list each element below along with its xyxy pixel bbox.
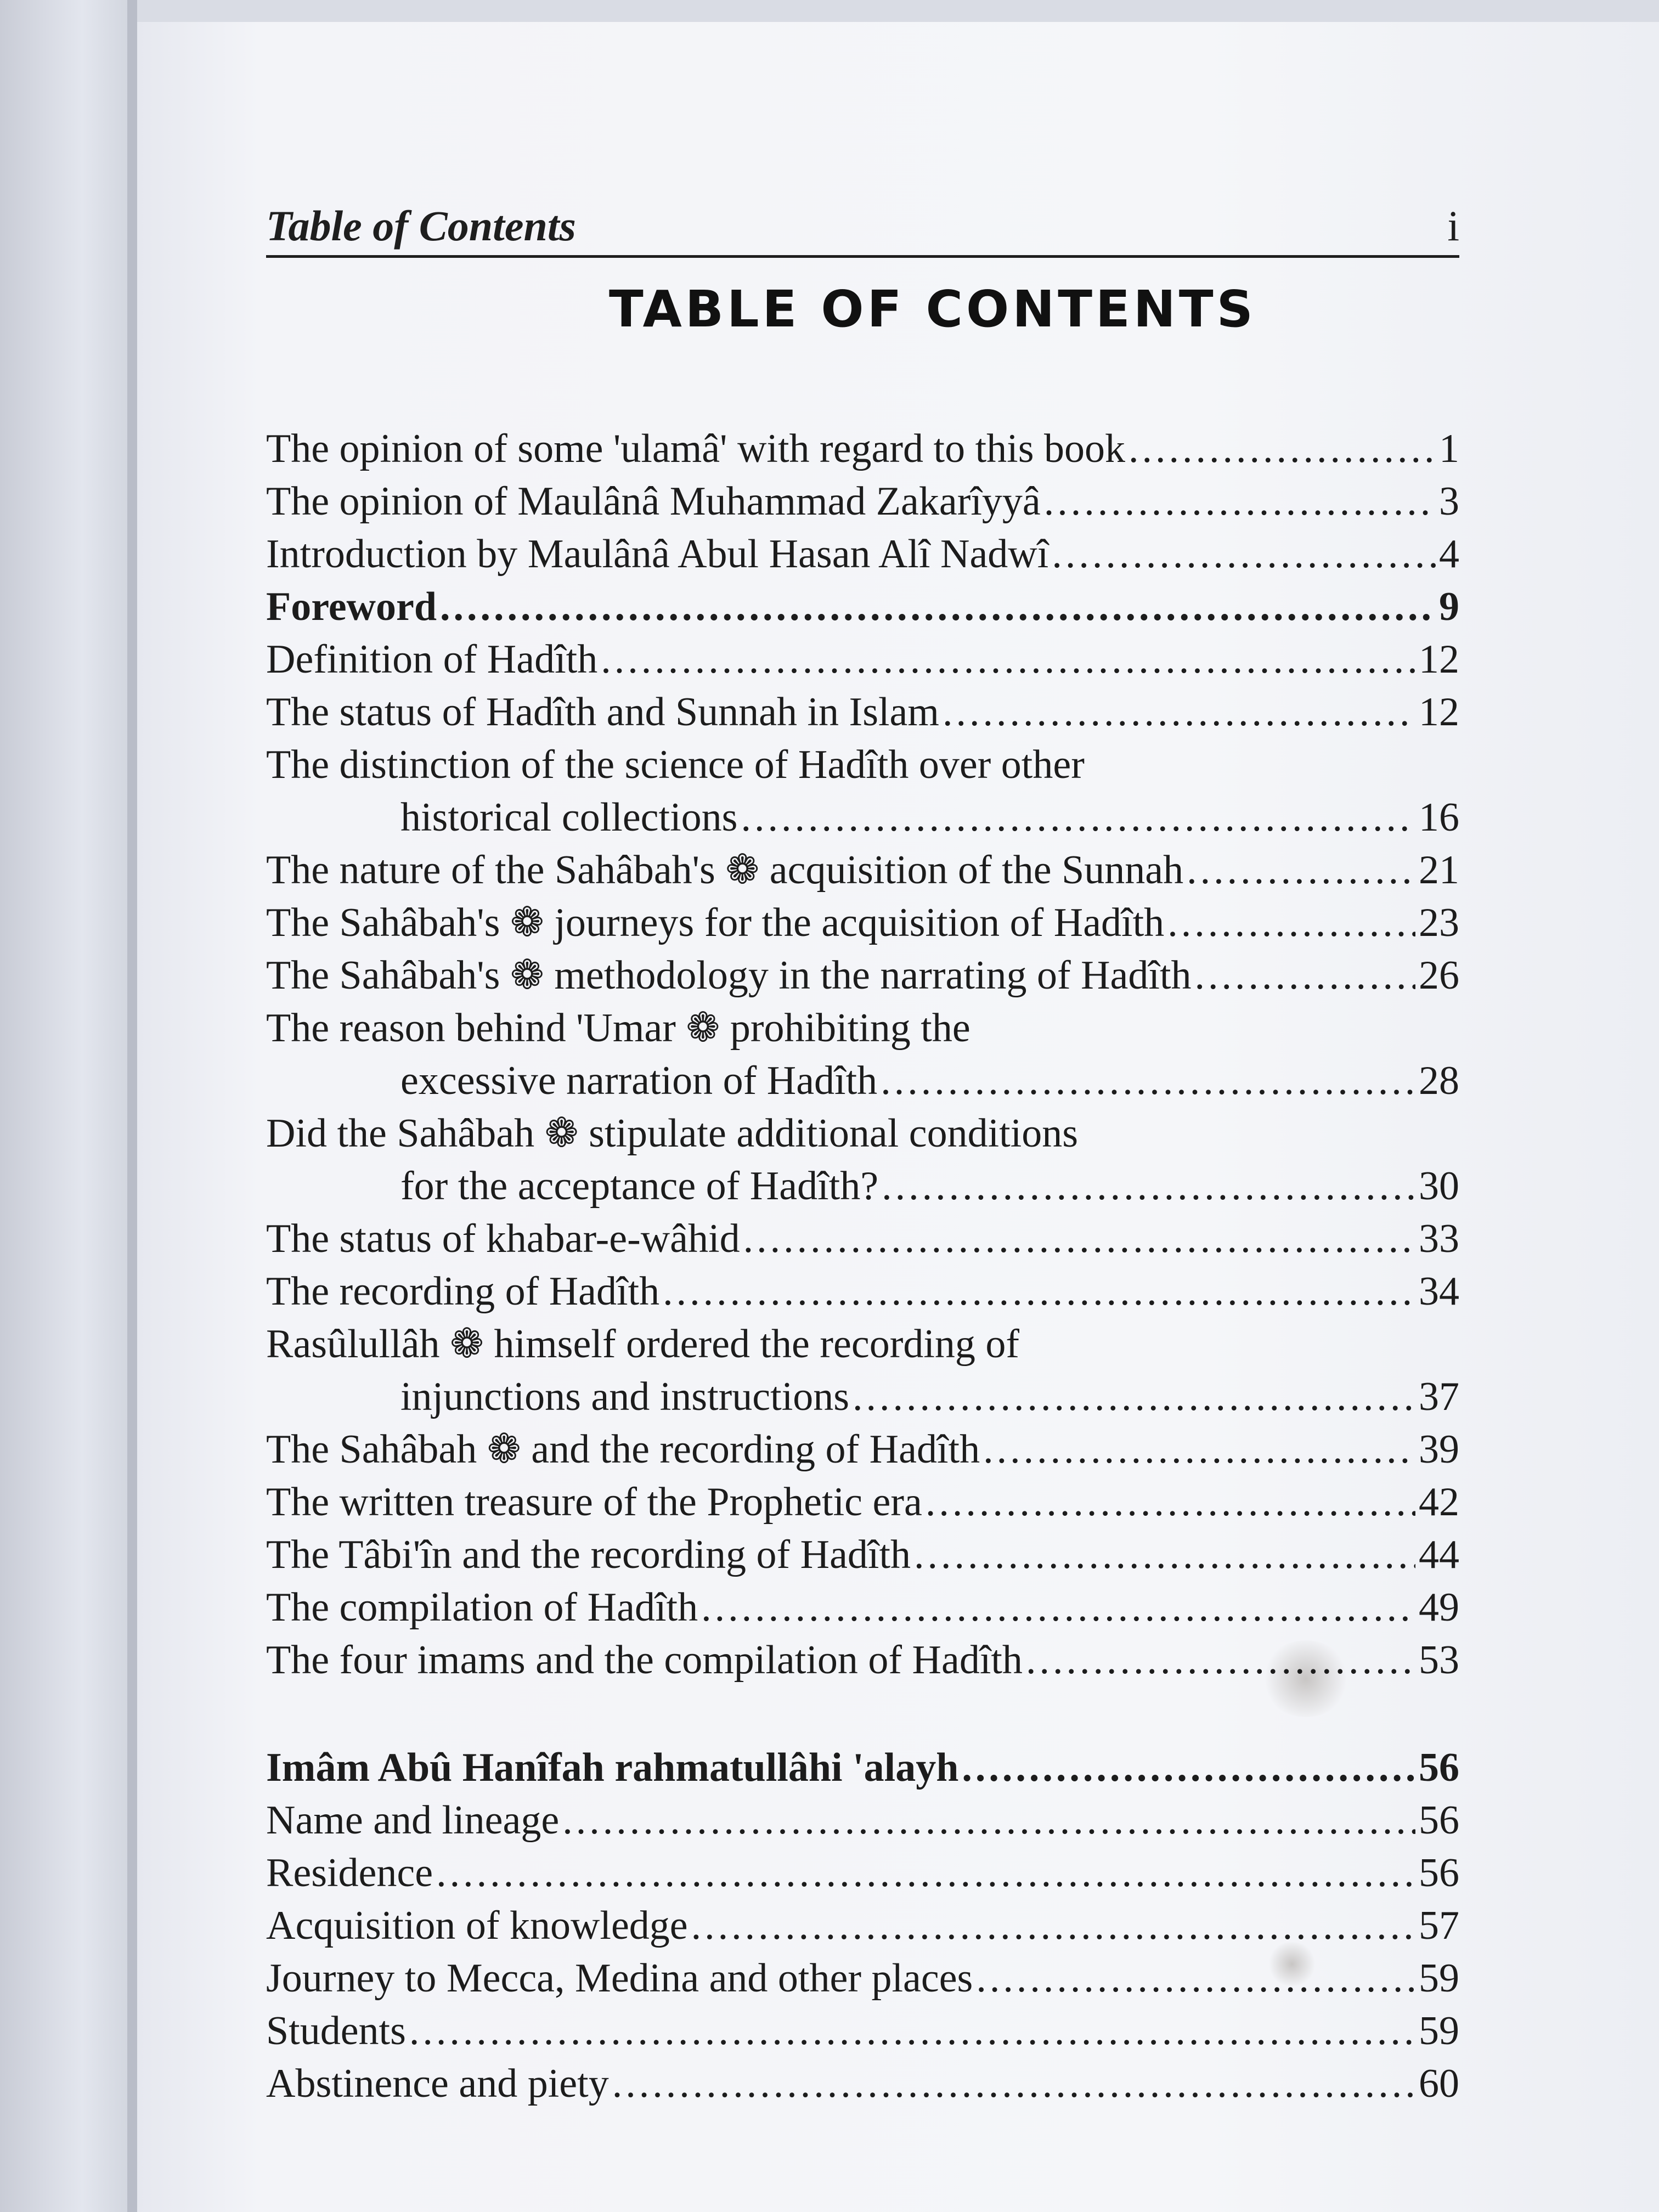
toc-entry-title: The compilation of Hadîth: [266, 1585, 698, 1630]
toc-leader-dots: [663, 1265, 1415, 1318]
toc-entry-page: 28: [1419, 1058, 1459, 1103]
toc-entry: [266, 1476, 1459, 1528]
toc-entry: [266, 1899, 1459, 1952]
toc-entry-page: 23: [1419, 900, 1459, 945]
toc-leader-dots: [1195, 949, 1416, 1002]
toc-entry-title: The recording of Hadîth: [266, 1269, 660, 1314]
toc-entry: [266, 2057, 1459, 2110]
toc-entry: [266, 528, 1459, 580]
toc-entry: [266, 1528, 1459, 1581]
toc-entry: [266, 1634, 1459, 1686]
toc-entry-title: The opinion of some 'ulamâ' with regard to this book: [266, 426, 1125, 471]
toc-entry-title: The Sahâbah's ❁ journeys for the acquisition of Hadîth: [266, 900, 1165, 945]
toc-entry-title: The Sahâbah's ❁ methodology in the narrating of Hadîth: [266, 953, 1192, 998]
toc-entry-page: 3: [1439, 479, 1459, 524]
toc-entry: [266, 633, 1459, 686]
toc-entry-title: The opinion of Maulânâ Muhammad Zakarîyyâ: [266, 479, 1041, 524]
toc-leader-dots: [853, 1370, 1415, 1423]
toc-entry: [266, 844, 1459, 896]
toc-leader-dots: [743, 1212, 1415, 1265]
toc-entry-page: 59: [1419, 2008, 1459, 2053]
toc-entry-foreword: [266, 580, 1459, 633]
toc-entry-section-imam-abu-hanifah: [266, 1741, 1459, 1794]
toc-entry-title: Rasûlullâh ❁ himself ordered the recording of: [266, 1322, 1020, 1367]
toc-entry-page: 53: [1419, 1638, 1459, 1683]
toc-entry-page: 12: [1419, 637, 1459, 682]
toc-entry-first-line: [266, 738, 1459, 791]
toc-leader-dots: [943, 686, 1415, 738]
toc-entry-page: 59: [1419, 1956, 1459, 2001]
toc-leader-dots: [1128, 422, 1436, 475]
toc-entry-title: The four imams and the compilation of Hadîth: [266, 1638, 1023, 1683]
toc-entry-continuation: [266, 791, 1459, 844]
toc-leader-dots: [436, 1847, 1415, 1899]
toc-entry-first-line: [266, 1318, 1459, 1370]
toc-entry-title: Imâm Abû Hanîfah rahmatullâhi 'alayh: [266, 1745, 959, 1790]
toc-entry: [266, 1794, 1459, 1847]
toc-leader-dots: [1187, 844, 1415, 896]
toc-entry: [266, 1847, 1459, 1899]
toc-leader-dots: [562, 1794, 1415, 1847]
toc-leader-dots: [976, 1952, 1415, 2005]
toc-leader-dots: [914, 1528, 1415, 1581]
toc-entry-continuation-title: for the acceptance of Hadîth?: [400, 1164, 879, 1209]
toc-entry-page: 60: [1419, 2061, 1459, 2106]
toc-entry-page: 34: [1419, 1269, 1459, 1314]
toc-entry-page: 33: [1419, 1216, 1459, 1261]
toc-leader-dots: [612, 2057, 1415, 2110]
toc-entry: [266, 2005, 1459, 2057]
toc-entry: [266, 1581, 1459, 1634]
toc-entry-title: Abstinence and piety: [266, 2061, 609, 2106]
book-spine: [0, 0, 137, 2212]
toc-leader-dots: [1026, 1634, 1415, 1686]
running-head-page-number: i: [1447, 202, 1459, 250]
toc-leader-dots: [691, 1899, 1415, 1952]
toc-leader-dots: [1167, 896, 1415, 949]
toc-entry-first-line: [266, 1002, 1459, 1054]
toc-entry: [266, 686, 1459, 738]
toc-entry: [266, 949, 1459, 1002]
toc-entry: [266, 1952, 1459, 2005]
toc-leader-dots: [741, 791, 1415, 844]
running-head: [266, 195, 1459, 258]
toc-entry-title: Journey to Mecca, Medina and other places: [266, 1956, 973, 2001]
toc-entry-continuation: [266, 1054, 1459, 1107]
toc-entry-continuation: [266, 1370, 1459, 1423]
toc-entry: [266, 1265, 1459, 1318]
toc-entry-page: 42: [1419, 1480, 1459, 1525]
toc-entry-page: 1: [1439, 426, 1459, 471]
toc-entry-title: Acquisition of knowledge: [266, 1903, 688, 1948]
toc-entry-title: Students: [266, 2008, 406, 2053]
toc-entry-title: Did the Sahâbah ❁ stipulate additional conditions: [266, 1111, 1079, 1156]
toc-entry-title: Name and lineage: [266, 1798, 560, 1843]
toc-entry-page: 37: [1419, 1374, 1459, 1419]
toc-entry-title: Residence: [266, 1850, 433, 1895]
toc-entry: [266, 896, 1459, 949]
toc-leader-dots: [882, 1160, 1415, 1212]
toc-entry-page: 9: [1439, 584, 1459, 629]
toc-entry-page: 56: [1419, 1850, 1459, 1895]
toc-entry-title: The written treasure of the Prophetic era: [266, 1480, 922, 1525]
toc-leader-dots: [962, 1741, 1415, 1794]
toc-entry-title: The reason behind 'Umar ❁ prohibiting the: [266, 1006, 970, 1051]
toc-entry-continuation-title: injunctions and instructions: [400, 1374, 850, 1419]
toc-entry: [266, 475, 1459, 528]
toc-entry-first-line: [266, 1107, 1459, 1160]
toc-leader-dots: [881, 1054, 1415, 1107]
toc-entry-title: Introduction by Maulânâ Abul Hasan Alî Nadwî: [266, 532, 1049, 577]
toc-entry-title: The distinction of the science of Hadîth over other: [266, 742, 1085, 787]
toc-entry: [266, 1212, 1459, 1265]
running-head-title: Table of Contents: [266, 202, 576, 250]
toc-entry-page: 16: [1419, 795, 1459, 840]
toc-entry-page: 4: [1439, 532, 1459, 577]
toc-entry-title: Definition of Hadîth: [266, 637, 598, 682]
toc-leader-dots: [440, 580, 1436, 633]
toc-entry-page: 30: [1419, 1164, 1459, 1209]
toc-entry-continuation-title: excessive narration of Hadîth: [400, 1058, 878, 1103]
toc-entry-page: 56: [1419, 1745, 1459, 1790]
toc-heading: TABLE OF CONTENTS: [609, 280, 1256, 338]
toc-entry-title: The status of Hadîth and Sunnah in Islam: [266, 690, 939, 735]
toc-entry-page: 44: [1419, 1532, 1459, 1577]
toc-entry-title: The Tâbi'în and the recording of Hadîth: [266, 1532, 911, 1577]
toc-entry-page: 21: [1419, 848, 1459, 893]
toc-entry-page: 12: [1419, 690, 1459, 735]
toc-entry-page: 26: [1419, 953, 1459, 998]
toc-entry-title: Foreword: [266, 584, 437, 629]
toc-leader-dots: [1052, 528, 1436, 580]
toc-leader-dots: [926, 1476, 1415, 1528]
toc-entry-page: 49: [1419, 1585, 1459, 1630]
book-spine-edge: [127, 0, 137, 2212]
toc-entry-title: The nature of the Sahâbah's ❁ acquisition of the Sunnah: [266, 848, 1184, 893]
toc-entry-continuation: [266, 1160, 1459, 1212]
toc-entry: [266, 1423, 1459, 1476]
toc-leader-dots: [983, 1423, 1415, 1476]
toc-entry-title: The Sahâbah ❁ and the recording of Hadîth: [266, 1427, 980, 1472]
toc-entry: [266, 422, 1459, 475]
toc-leader-dots: [701, 1581, 1415, 1634]
toc-entry-continuation-title: historical collections: [400, 795, 738, 840]
toc-entry-page: 57: [1419, 1903, 1459, 1948]
toc-leader-dots: [1044, 475, 1436, 528]
toc-entry-page: 39: [1419, 1427, 1459, 1472]
toc-entry-title: The status of khabar-e-wâhid: [266, 1216, 740, 1261]
toc-entry-page: 56: [1419, 1798, 1459, 1843]
toc-leader-dots: [409, 2005, 1415, 2057]
section-gap: [266, 1686, 1459, 1741]
toc-list: [266, 422, 1459, 2110]
toc-leader-dots: [601, 633, 1415, 686]
